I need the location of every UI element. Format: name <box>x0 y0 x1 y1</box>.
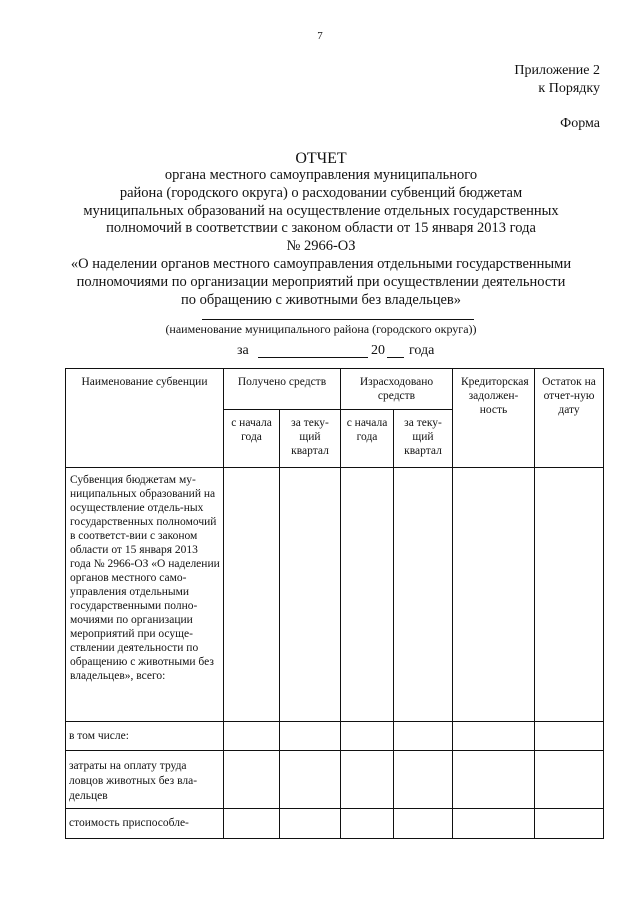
table-cell[interactable] <box>394 722 453 751</box>
table-cell[interactable] <box>280 809 341 839</box>
table-cell[interactable] <box>453 751 535 809</box>
table-cell[interactable] <box>224 809 280 839</box>
period-prefix: за <box>237 343 249 358</box>
table-cell[interactable] <box>341 809 394 839</box>
row-labor-costs: затраты на оплату труда ловцов животных без вла-дельцев <box>66 751 224 809</box>
row-subvention-total: Субвенция бюджетам му-ниципальных образований на осуществление отдель-ных государственных полномочий в соответст-вии с законом области от 15 января 2013 года № 2966-ОЗ «О наделении органов местного само-управления отдельными государственными полно-мочиями по организации мероприятий при осуще-ствлении деятельности по обращению с животными без владельцев», всего: <box>66 468 224 722</box>
row-equipment-cost: стоимость приспособле- <box>66 809 224 839</box>
header-spent: Израсходовано средств <box>341 369 453 410</box>
header-received-year: с начала года <box>224 410 280 468</box>
heading-line: полномочий в соответствии с законом области от 15 января 2013 года <box>106 220 536 237</box>
report-table <box>65 368 604 839</box>
header-spent-year: с начала года <box>341 410 394 468</box>
report-heading <box>40 167 602 309</box>
table-cell[interactable] <box>280 722 341 751</box>
period-year-prefix: 20 <box>371 343 385 358</box>
header-spent-quarter: за теку-щий квартал <box>394 410 453 468</box>
table-cell[interactable] <box>535 751 604 809</box>
table-cell[interactable] <box>224 722 280 751</box>
table-cell[interactable] <box>341 722 394 751</box>
year-blank[interactable] <box>387 357 404 358</box>
table-cell[interactable] <box>341 751 394 809</box>
heading-line: полномочиями по организации мероприятий при осуществлении деятельности <box>76 273 566 290</box>
header-received-quarter: за теку-щий квартал <box>280 410 341 468</box>
table-cell[interactable] <box>535 468 604 722</box>
header-balance: Остаток на отчет-ную дату <box>535 369 604 468</box>
table-cell[interactable] <box>341 468 394 722</box>
table-cell[interactable] <box>535 722 604 751</box>
document-title: ОТЧЕТ <box>295 150 347 167</box>
table-cell[interactable] <box>453 468 535 722</box>
table-cell[interactable] <box>280 751 341 809</box>
heading-line: по обращению с животными без владельцев» <box>180 291 461 308</box>
table-cell[interactable] <box>394 751 453 809</box>
appendix-reference: к Порядку <box>538 81 600 96</box>
municipality-name-line[interactable] <box>202 319 474 320</box>
period-suffix: года <box>409 343 435 358</box>
heading-line: «О наделении органов местного самоуправления отдельными государственными <box>70 255 572 272</box>
form-label: Форма <box>560 116 600 131</box>
row-including: в том числе: <box>66 722 224 751</box>
heading-line: органа местного самоуправления муниципального <box>164 167 478 183</box>
period-blank[interactable] <box>258 357 368 358</box>
header-received: Получено средств <box>224 369 341 410</box>
municipality-caption: (наименование муниципального района (городского округа)) <box>165 322 477 336</box>
table-cell[interactable] <box>280 468 341 722</box>
table-cell[interactable] <box>453 809 535 839</box>
header-debt: Кредиторская задолжен-ность <box>453 369 535 468</box>
table-cell[interactable] <box>224 468 280 722</box>
table-cell[interactable] <box>453 722 535 751</box>
appendix-number: Приложение 2 <box>514 63 600 78</box>
heading-line: района (городского округа) о расходовании субвенций бюджетам <box>119 184 523 201</box>
heading-line: № 2966-ОЗ <box>286 238 356 255</box>
heading-line: муниципальных образований на осуществление отдельных государственных <box>83 202 559 219</box>
page-number: 7 <box>317 30 323 42</box>
table-cell[interactable] <box>535 809 604 839</box>
header-subvention-name: Наименование субвенции <box>66 369 224 468</box>
table-cell[interactable] <box>224 751 280 809</box>
table-cell[interactable] <box>394 809 453 839</box>
table-cell[interactable] <box>394 468 453 722</box>
